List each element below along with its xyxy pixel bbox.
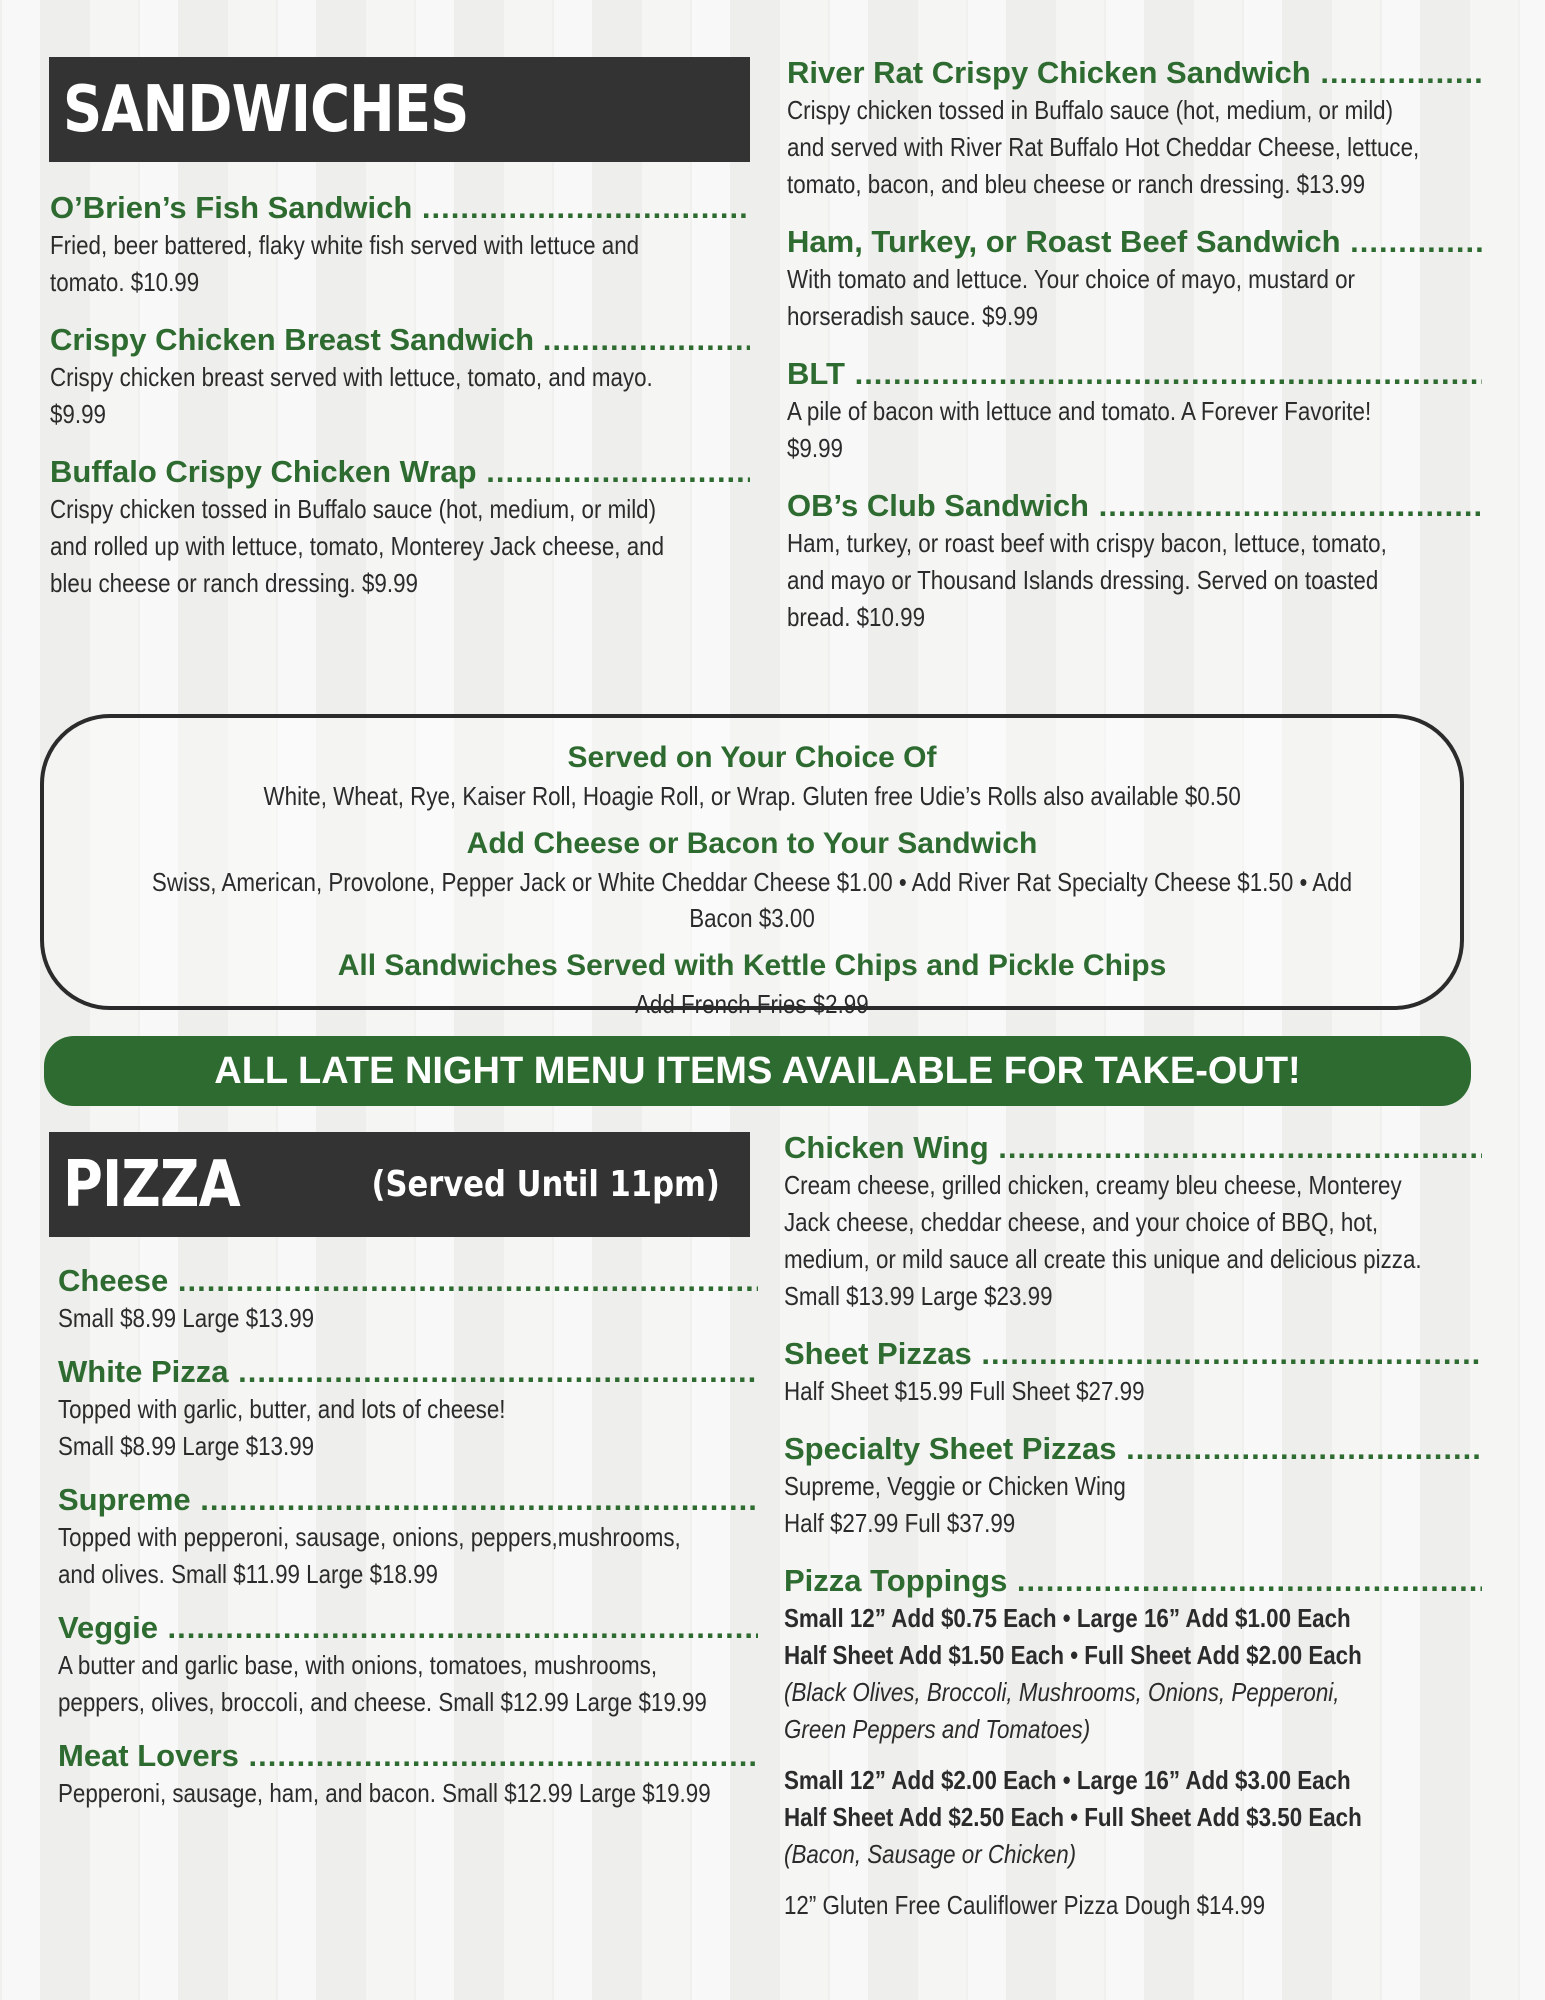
desc-line: Half Sheet $15.99 Full Sheet $27.99 (784, 1376, 1145, 1406)
desc-line: A pile of bacon with lettuce and tomato. A Forever Favorite! (787, 396, 1372, 426)
menu-item (58, 1262, 758, 1337)
options-heading: Served on Your Choice Of (567, 741, 937, 774)
desc-line: medium, or mild sauce all create this unique and delicious pizza. (784, 1244, 1422, 1274)
menu-item-name: OB’s Club Sandwich ..... (787, 487, 1482, 525)
menu-item-name: O’Brien’s Fish Sandwich ..... (50, 189, 750, 227)
desc-line: Ham, turkey, or roast beef with crispy bacon, lettuce, tomato, (787, 528, 1387, 558)
toppings-price-line: Half Sheet Add $2.50 Each • Full Sheet Add $3.50 Each (784, 1802, 1362, 1832)
sandwiches-heading-bar (49, 57, 750, 162)
pizza-subheading: (Served Until 11pm) (371, 1164, 720, 1205)
menu-item (787, 355, 1482, 467)
menu-item-name: Chicken Wing ..... (784, 1129, 1482, 1167)
menu-item-desc (784, 1468, 1480, 1542)
menu-item (58, 1353, 758, 1465)
pizza-toppings (784, 1562, 1482, 1924)
menu-item-name: Cheese ..... (58, 1262, 758, 1300)
gluten-free-dough: 12” Gluten Free Cauliflower Pizza Dough $14.99 (784, 1890, 1266, 1920)
toppings-price-line: Small 12” Add $2.00 Each • Large 16” Add $3.00 Each (784, 1765, 1351, 1795)
desc-line: and mayo or Thousand Islands dressing. Served on toasted (787, 565, 1379, 595)
desc-line: Jack cheese, cheddar cheese, and your choice of BBQ, hot, (784, 1207, 1379, 1237)
pizza-heading-bar (49, 1132, 750, 1237)
desc-line: $9.99 (50, 399, 106, 429)
menu-item-name: Sheet Pizzas ..... (784, 1335, 1482, 1373)
pizza-right-column (784, 1129, 1482, 1944)
menu-item-desc (58, 1300, 756, 1337)
desc-line: horseradish sauce. $9.99 (787, 301, 1039, 331)
menu-item-desc (784, 1167, 1480, 1315)
menu-item-name: Pizza Toppings ..... (784, 1562, 1482, 1600)
menu-item-name: Crispy Chicken Breast Sandwich ..... (50, 321, 750, 359)
pizza-left-column (58, 1262, 758, 1832)
desc-line: tomato, bacon, and bleu cheese or ranch dressing. $13.99 (787, 169, 1366, 199)
menu-item-name: Specialty Sheet Pizzas ..... (784, 1430, 1482, 1468)
menu-item (50, 453, 750, 602)
desc-line: Topped with garlic, butter, and lots of cheese! (58, 1394, 506, 1424)
desc-line: $9.99 (787, 433, 843, 463)
desc-line: With tomato and lettuce. Your choice of mayo, mustard or (787, 264, 1355, 294)
toppings-list-line: (Black Olives, Broccoli, Mushrooms, Onions, Pepperoni, (784, 1677, 1340, 1707)
menu-item-desc (787, 261, 1480, 335)
menu-item-name: River Rat Crispy Chicken Sandwich ..... (787, 54, 1482, 92)
menu-item (787, 487, 1482, 636)
menu-item-name: Meat Lovers ..... (58, 1737, 758, 1775)
menu-item-desc (58, 1775, 756, 1812)
menu-item (784, 1335, 1482, 1410)
desc-line: Cream cheese, grilled chicken, creamy bleu cheese, Monterey (784, 1170, 1402, 1200)
menu-item (787, 54, 1482, 203)
menu-item-name: Ham, Turkey, or Roast Beef Sandwich ..... (787, 223, 1482, 261)
takeout-banner: ALL LATE NIGHT MENU ITEMS AVAILABLE FOR TAKE-OUT! (44, 1036, 1471, 1106)
desc-line: Half $27.99 Full $37.99 (784, 1508, 1016, 1538)
options-heading: All Sandwiches Served with Kettle Chips and Pickle Chips (337, 949, 1167, 982)
desc-line: Supreme, Veggie or Chicken Wing (784, 1471, 1126, 1501)
menu-item-name: Veggie ..... (58, 1609, 758, 1647)
desc-line: and olives. Small $11.99 Large $18.99 (58, 1559, 438, 1589)
menu-item-desc (50, 359, 748, 433)
desc-line: Small $8.99 Large $13.99 (58, 1303, 315, 1333)
desc-line: Fried, beer battered, flaky white fish served with lettuce and (50, 230, 640, 260)
menu-item-name: Supreme ..... (58, 1481, 758, 1519)
options-text: Swiss, American, Provolone, Pepper Jack or White Cheddar Cheese $1.00 • Add River Rat Specialty Cheese $1.50 • Add Bacon $3.00 (151, 867, 1353, 933)
options-heading: Add Cheese or Bacon to Your Sandwich (466, 827, 1038, 860)
desc-line: Pepperoni, sausage, ham, and bacon. Small $12.99 Large $19.99 (58, 1778, 711, 1808)
toppings-price-line: Half Sheet Add $1.50 Each • Full Sheet Add $2.00 Each (784, 1640, 1362, 1670)
desc-line: Crispy chicken breast served with lettuce, tomato, and mayo. (50, 362, 653, 392)
desc-line: Crispy chicken tossed in Buffalo sauce (hot, medium, or mild) (787, 95, 1394, 125)
menu-item (50, 321, 750, 433)
desc-line: and served with River Rat Buffalo Hot Cheddar Cheese, lettuce, (787, 132, 1420, 162)
desc-line: Crispy chicken tossed in Buffalo sauce (hot, medium, or mild) (50, 494, 657, 524)
menu-item-desc (58, 1519, 756, 1593)
options-text: Add French Fries $2.99 (635, 989, 869, 1019)
menu-item-desc (787, 92, 1480, 203)
sandwich-options-box (40, 714, 1464, 1019)
sandwiches-left-column (50, 189, 750, 622)
menu-item-desc (784, 1373, 1480, 1410)
menu-item (784, 1129, 1482, 1315)
desc-line: Topped with pepperoni, sausage, onions, peppers,mushrooms, (58, 1522, 681, 1552)
toppings-list-line: (Bacon, Sausage or Chicken) (784, 1839, 1077, 1869)
menu-item-desc (787, 393, 1480, 467)
menu-item-desc (787, 525, 1480, 636)
sandwiches-heading: SANDWICHES (63, 72, 469, 147)
desc-line: Small $13.99 Large $23.99 (784, 1281, 1053, 1311)
menu-item (787, 223, 1482, 335)
menu-item-desc (50, 491, 748, 602)
menu-item (50, 189, 750, 301)
desc-line: bread. $10.99 (787, 602, 926, 632)
menu-item-name: BLT ..... (787, 355, 1482, 393)
menu-item-desc (58, 1391, 756, 1465)
toppings-list-line: Green Peppers and Tomatoes) (784, 1714, 1091, 1744)
desc-line: A butter and garlic base, with onions, tomatoes, mushrooms, (58, 1650, 658, 1680)
menu-item (58, 1609, 758, 1721)
options-text: White, Wheat, Rye, Kaiser Roll, Hoagie Roll, or Wrap. Gluten free Udie’s Rolls also available $0.50 (263, 781, 1241, 811)
toppings-desc (784, 1600, 1480, 1924)
menu-item-desc (50, 227, 748, 301)
desc-line: bleu cheese or ranch dressing. $9.99 (50, 568, 418, 598)
menu-item-name: White Pizza ..... (58, 1353, 758, 1391)
menu-item-name: Buffalo Crispy Chicken Wrap ..... (50, 453, 750, 491)
pizza-heading: PIZZA (63, 1147, 240, 1222)
menu-item-desc (58, 1647, 756, 1721)
menu-item (58, 1481, 758, 1593)
toppings-price-line: Small 12” Add $0.75 Each • Large 16” Add $1.00 Each (784, 1603, 1351, 1633)
desc-line: Small $8.99 Large $13.99 (58, 1431, 315, 1461)
desc-line: and rolled up with lettuce, tomato, Monterey Jack cheese, and (50, 531, 665, 561)
menu-item (784, 1430, 1482, 1542)
desc-line: peppers, olives, broccoli, and cheese. Small $12.99 Large $19.99 (58, 1687, 707, 1717)
menu-item (58, 1737, 758, 1812)
sandwiches-right-column (787, 54, 1482, 656)
desc-line: tomato. $10.99 (50, 267, 200, 297)
